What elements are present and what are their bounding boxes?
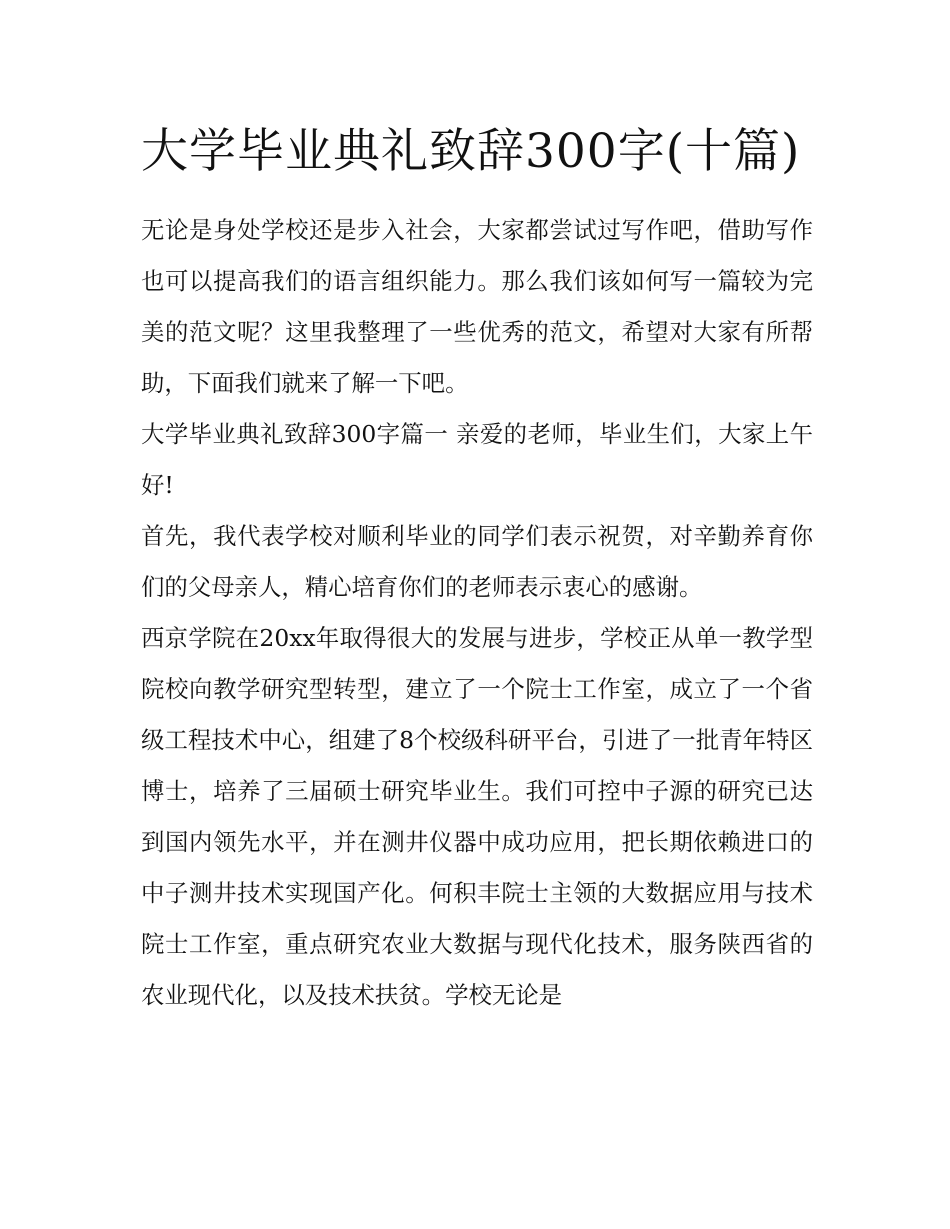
speech-heading-paragraph: 大学毕业典礼致辞300字篇一 亲爱的老师，毕业生们，大家上午好!: [141, 420, 813, 499]
school-progress-paragraph: 西京学院在20xx年取得很大的发展与进步，学校正从单一教学型院校向教学研究型转型，建立了一个院士工作室，成立了一个省级工程技术中心，组建了8个校级科研平台，引进了一批青年特区博士，培养了三届硕士研究毕业生。我们可控中子源的研究已达到国内领先水平，并在测井仪器中成功应用，把长期依赖进口的中子测井技术实现国产化。何积丰院士主领的大数据应用与技术院士工作室，重点研究农业大数据与现代化技术，服务陕西省的农业现代化，以及技术扶贫。学校无论是: [141, 624, 813, 1009]
intro-paragraph: 无论是身处学校还是步入社会，大家都尝试过写作吧，借助写作也可以提高我们的语言组织能力。那么我们该如何写一篇较为完美的范文呢？这里我整理了一些优秀的范文，希望对大家有所帮助，下面我们就来了解一下吧。: [141, 216, 813, 397]
document-body: [141, 205, 813, 1021]
document-title: 大学毕业典礼致辞300字(十篇): [141, 124, 801, 179]
document-page: [141, 112, 813, 1021]
congratulation-paragraph: 首先，我代表学校对顺利毕业的同学们表示祝贺，对辛勤养育你们的父母亲人，精心培育你们的老师表示衷心的感谢。: [141, 522, 813, 601]
